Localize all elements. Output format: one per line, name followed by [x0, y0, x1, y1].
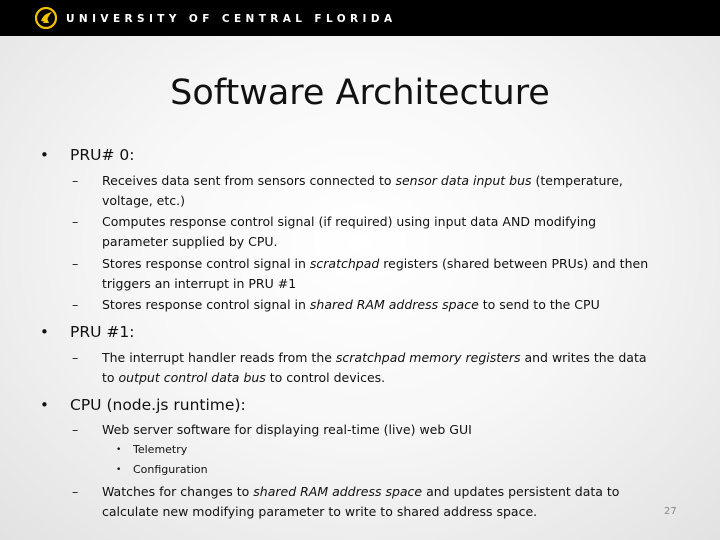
list-item [72, 295, 677, 315]
dash-marker: – [72, 256, 79, 271]
item-text: Receives data sent from sensors connected to [102, 173, 396, 188]
item-emphasis: output control data bus [118, 370, 266, 385]
university-name: UNIVERSITY OF CENTRAL FLORIDA [66, 13, 397, 25]
sub-item-text: Configuration [133, 463, 208, 476]
dash-marker: – [72, 350, 79, 365]
bullet-heading: PRU #1: [70, 323, 135, 341]
item-text: Stores response control signal in [102, 256, 310, 271]
sub-list-item [116, 461, 208, 479]
item-emphasis: shared RAM address space [309, 297, 479, 312]
item-emphasis: shared RAM address space [253, 484, 423, 499]
bullet-heading: PRU# 0: [70, 146, 135, 164]
item-text: calculate new modifying parameter to write to shared address space. [102, 504, 538, 519]
item-text: The interrupt handler reads from the [102, 350, 336, 365]
bullet-marker: • [116, 465, 122, 475]
dash-marker: – [72, 484, 79, 499]
list-item [72, 212, 677, 252]
list-item [72, 348, 677, 388]
item-text: Stores response control signal in [102, 297, 310, 312]
bullet-marker: • [40, 146, 49, 164]
item-text: Web server software for displaying real-time (live) web GUI [102, 422, 472, 437]
header-bar [0, 0, 720, 36]
item-text: to send to the CPU [478, 297, 600, 312]
dash-marker: – [72, 214, 79, 229]
bullet-pru1 [40, 322, 135, 342]
item-emphasis: scratchpad memory registers [335, 350, 521, 365]
bullet-cpu [40, 395, 246, 415]
list-item [72, 254, 677, 294]
bullet-heading: CPU (node.js runtime): [70, 396, 246, 414]
slide-title: Software Architecture [170, 73, 550, 113]
bullet-marker: • [40, 323, 49, 341]
item-text: voltage, etc.) [102, 193, 185, 208]
item-text: Watches for changes to [102, 484, 254, 499]
dash-marker: – [72, 422, 79, 437]
sub-list-item [116, 441, 188, 459]
item-text: registers (shared between PRUs) and then [379, 256, 649, 271]
item-text: (temperature, [531, 173, 623, 188]
bullet-marker: • [40, 396, 49, 414]
item-text: to control devices. [265, 370, 386, 385]
list-item [72, 171, 677, 211]
dash-marker: – [72, 173, 79, 188]
list-item [72, 482, 677, 522]
item-emphasis: scratchpad [309, 256, 380, 271]
bullet-marker: • [116, 445, 122, 455]
item-text: triggers an interrupt in PRU #1 [102, 276, 297, 291]
dash-marker: – [72, 297, 79, 312]
pegasus-logo-icon [34, 6, 58, 30]
item-text: parameter supplied by CPU. [102, 234, 278, 249]
item-emphasis: sensor data input bus [395, 173, 532, 188]
page-number: 27 [664, 506, 677, 517]
item-text: Computes response control signal (if required) using input data AND modifying [102, 214, 597, 229]
item-text: and updates persistent data to [422, 484, 620, 499]
item-text: and writes the data [520, 350, 647, 365]
bullet-pru0 [40, 145, 135, 165]
list-item [72, 420, 677, 440]
item-text: to [102, 370, 119, 385]
sub-item-text: Telemetry [133, 443, 188, 456]
